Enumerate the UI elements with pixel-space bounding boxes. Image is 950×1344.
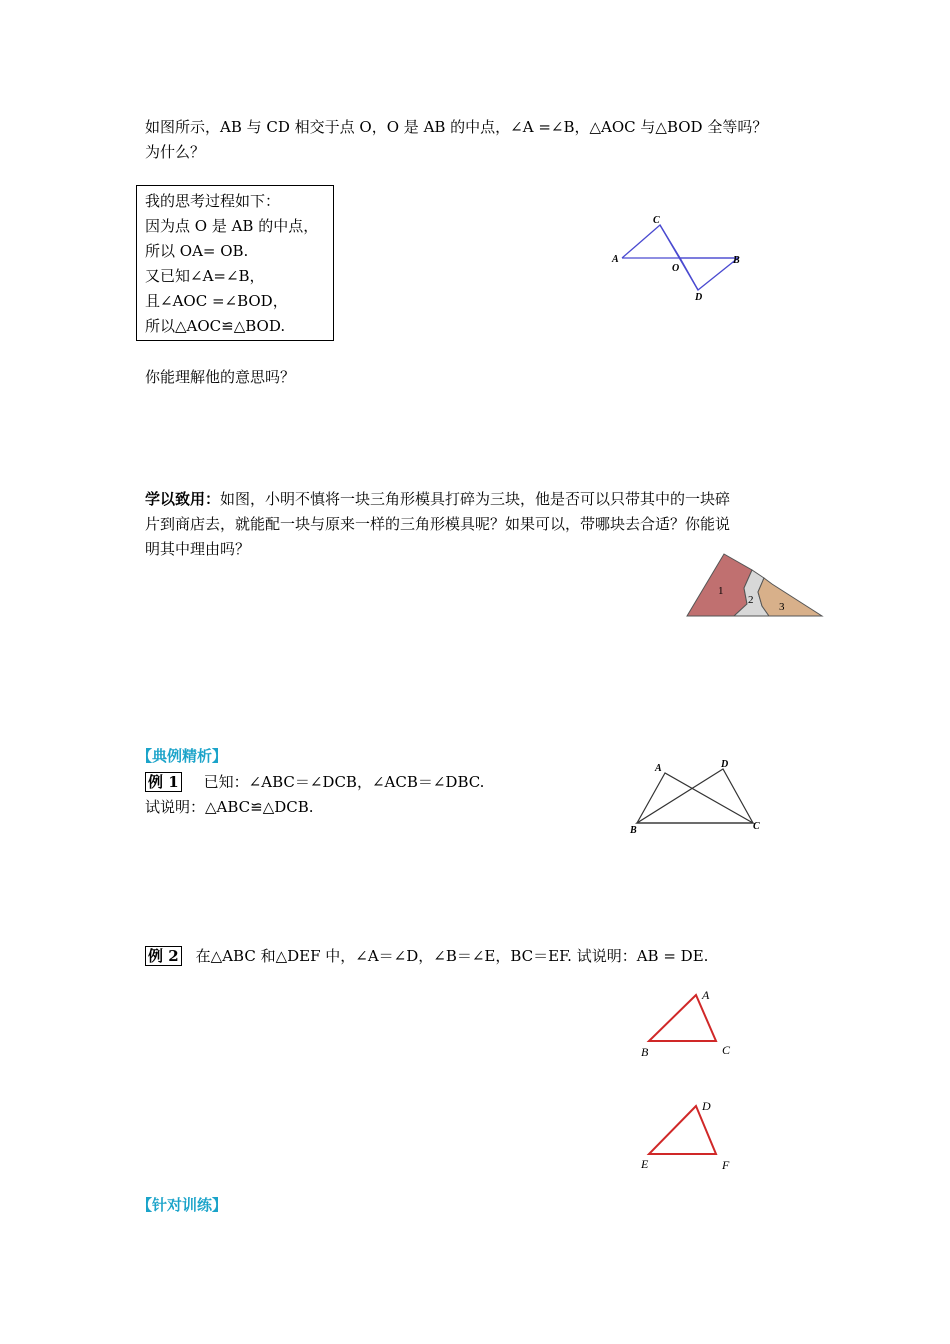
label-c: C (653, 215, 660, 226)
example1-text1: 已知：∠ABC＝∠DCB，∠ACB＝∠DBC. (203, 773, 485, 791)
piece-3 (758, 578, 822, 616)
label-a: A (702, 988, 710, 1002)
figure-example2-abc (635, 985, 745, 1060)
section-examples-title: 【典例精析】 (137, 747, 228, 765)
figure-broken-triangle (684, 548, 826, 622)
example2-text: 在△ABC 和△DEF 中，∠A＝∠D，∠B＝∠E，BC＝EF. 试说明：AB = DE. (195, 947, 709, 965)
thinking-line: 且∠AOC =∠BOD， (145, 292, 288, 310)
example2-line (145, 944, 708, 968)
label-d: D (721, 759, 729, 770)
application-text1: 如图，小明不慎将一块三角形模具打碎为三块，他是否可以只带其中的一块碎 (220, 490, 731, 508)
label-c: C (753, 821, 760, 832)
application-label: 学以致用： (145, 490, 221, 508)
label-f: F (722, 1158, 730, 1172)
label-c: C (722, 1043, 731, 1057)
example1-line1 (145, 770, 484, 794)
label-a: A (655, 763, 662, 774)
triangle-dcb (637, 769, 753, 823)
triangle-def (649, 1106, 716, 1154)
figure-example2-def (635, 1095, 745, 1175)
label-e: E (641, 1157, 649, 1171)
thinking-line: 我的思考过程如下： (145, 192, 281, 210)
application-line3: 明其中理由吗？ (145, 540, 251, 558)
thinking-line: 因为点 O 是 AB 的中点， (145, 217, 319, 235)
triangle-abc (637, 773, 753, 823)
thinking-line: 又已知∠A=∠B， (145, 267, 265, 285)
example2-label: 例 2 (145, 946, 182, 966)
section-training-title: 【针对训练】 (137, 1196, 228, 1214)
application-line1 (145, 487, 730, 511)
example1-label: 例 1 (145, 772, 182, 792)
label-b: B (641, 1045, 649, 1059)
figure-intersecting-triangles (610, 210, 750, 305)
label-a: A (612, 254, 619, 265)
label-d: D (695, 292, 703, 303)
thinking-line: 所以 OA= OB. (145, 242, 249, 260)
piece-label-1: 1 (718, 585, 724, 597)
figure-example1 (625, 755, 775, 840)
problem1-line1: 如图所示，AB 与 CD 相交于点 O，O 是 AB 的中点，∠A =∠B，△AOC 与△BOD 全等吗？ (145, 118, 768, 136)
label-o: O (672, 263, 680, 274)
label-b: B (733, 255, 740, 266)
application-line2: 片到商店去，就能配一块与原来一样的三角形模具呢？如果可以，带哪块去合适？你能说 (145, 515, 731, 533)
label-b: B (630, 825, 637, 836)
problem1-line2: 为什么？ (145, 143, 206, 161)
piece-label-3: 3 (779, 601, 785, 613)
example1-line2: 试说明：△ABC≌△DCB. (145, 798, 314, 816)
question-understand: 你能理解他的意思吗？ (145, 368, 296, 386)
thinking-line: 所以△AOC≌△BOD. (145, 317, 286, 335)
label-d: D (702, 1099, 711, 1113)
thinking-box (136, 185, 334, 341)
piece-label-2: 2 (748, 594, 754, 606)
